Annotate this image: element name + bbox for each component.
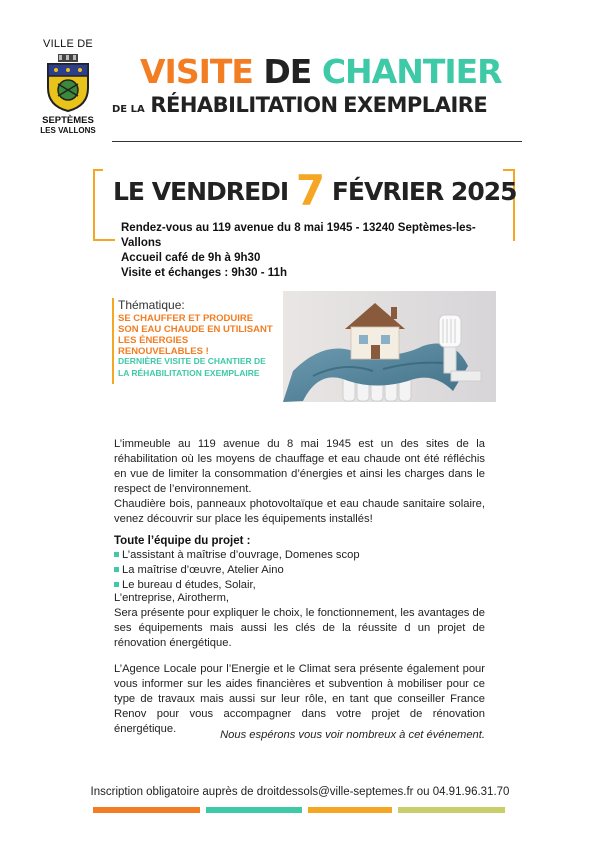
date-prefix: LE VENDREDI <box>113 177 296 206</box>
logo-bottom-text <box>32 116 104 136</box>
footer-bar-yellow <box>308 807 392 813</box>
event-info <box>121 221 511 281</box>
date-day: 7 <box>295 166 325 215</box>
team-item-be <box>114 579 256 591</box>
bullet-icon <box>114 582 119 587</box>
page-title <box>140 52 520 91</box>
team-item-label: La maîtrise d’œuvre, Atelier Aino <box>122 564 284 576</box>
event-visit: Visite et échanges : 9h30 - 11h <box>121 267 287 279</box>
event-date <box>113 166 517 215</box>
title-de: DE <box>263 52 322 91</box>
title-chantier: CHANTIER <box>321 52 502 91</box>
team-title: Toute l’équipe du projet : <box>114 535 251 547</box>
theme-accent-bar <box>112 298 114 384</box>
date-suffix: FÉVRIER 2025 <box>324 177 517 206</box>
logo-town-sub: LES VALLONS <box>40 126 96 135</box>
house-radiator-photo <box>283 291 496 402</box>
event-address: Rendez-vous au 119 avenue du 8 mai 1945 - 13240 Septèmes-les-Vallons <box>121 222 476 249</box>
footer-bar-orange <box>93 807 200 813</box>
event-welcome: Accueil café de 9h à 9h30 <box>121 252 261 264</box>
team-item-amo <box>114 549 360 561</box>
intro-text <box>114 437 485 527</box>
theme-note: DERNIÈRE VISITE DE CHANTIER DE LA RÉHABILITATION EXEMPLAIRE <box>118 356 266 378</box>
team-item-moe <box>114 564 284 576</box>
team-item-label: Le bureau d études, Solair, <box>122 579 256 591</box>
footer-contact: Inscription obligatoire auprès de droitdessols@ville-septemes.fr ou 04.91.96.31.70 <box>90 786 510 798</box>
team-item-entreprise: L’entreprise, Airotherm, <box>114 592 230 604</box>
coat-of-arms-icon <box>44 54 92 112</box>
title-visite: VISITE <box>140 52 264 91</box>
footer-bar-olive <box>398 807 505 813</box>
team-item-label: L’assistant à maîtrise d’ouvrage, Domenes scop <box>122 549 360 561</box>
team-paragraph: Sera présente pour expliquer le choix, le fonctionnement, les avantages de ses équipements mais aussi les clés de la réussite d un projet de rénovation énergétique. <box>114 607 485 649</box>
title-divider <box>112 141 522 142</box>
agency-paragraph: L’Agence Locale pour l’Energie et le Climat sera présente également pour vous informer sur les aides financières et subvention à mobiliser pour ce type de travaux mais aussi sur leur rôle, en tant que conseiller France Renov pour vous accompagner dans votre projet de rénovation énergétique. <box>114 663 485 735</box>
footer-bar-teal <box>206 807 302 813</box>
closing-text: Nous espérons vous voir nombreux à cet événement. <box>220 729 485 741</box>
subtitle-rehabilitation: RÉHABILITATION <box>150 93 338 117</box>
theme-label: Thématique: <box>118 298 185 312</box>
bracket-bottom <box>93 239 115 241</box>
subtitle-exemplaire: EXEMPLAIRE <box>343 93 488 117</box>
equipment-paragraph: Chaudière bois, panneaux photovoltaïque et eau chaude sanitaire solaire, venez découvrir sur place les équipements installés! <box>114 498 485 525</box>
bracket-corner-left <box>93 169 103 171</box>
logo-town-name: SEPTÈMES <box>42 115 94 126</box>
page-subtitle <box>112 93 532 117</box>
intro-paragraph: L’immeuble au 119 avenue du 8 mai 1945 est un des sites de la réhabilitation où les moyens de chauffage et eau chaude ont été réfléchis en vue de limiter la consommation d’énergies et ainsi les charges dans le respect de l’environnement. <box>114 438 485 495</box>
bullet-icon <box>114 567 119 572</box>
bullet-icon <box>114 552 119 557</box>
subtitle-de-la: DE LA <box>112 104 145 115</box>
theme-main: SE CHAUFFER ET PRODUIRE SON EAU CHAUDE EN UTILISANT LES ÉNERGIES RENOUVELABLES ! <box>118 313 273 357</box>
logo-top-text: VILLE DE <box>43 38 93 50</box>
